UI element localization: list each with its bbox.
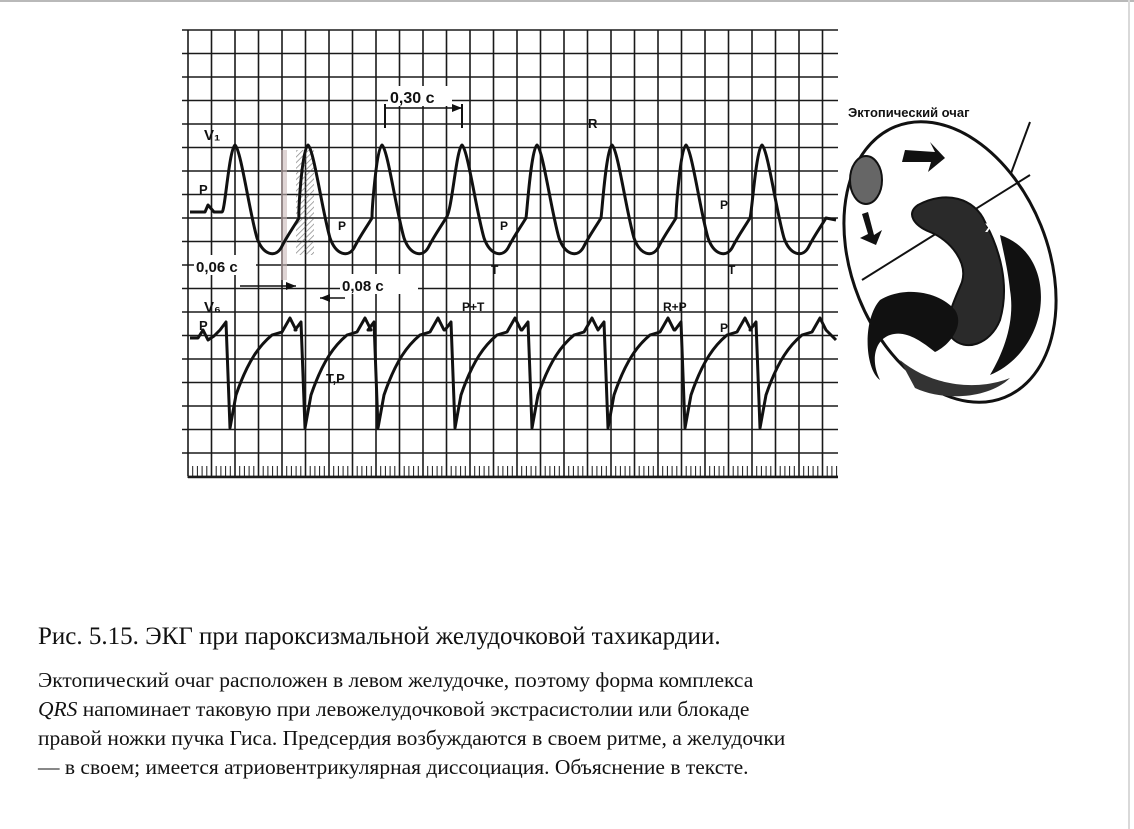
figure-label: Рис. 5.15.	[38, 623, 139, 650]
caption-line-2-text: напоминает таковую при левожелудочковой экстрасистолии или блокаде	[82, 697, 750, 721]
figure-caption-title	[38, 620, 1090, 654]
wave-label-p-3: P	[500, 219, 509, 233]
ecg-trace-v6	[190, 318, 836, 428]
heart-diagram	[804, 90, 1095, 434]
wave-label-p: P	[199, 182, 208, 197]
interval-label-030: 0,30 c	[390, 90, 435, 107]
interval-label-006: 0,06 c	[196, 259, 238, 276]
p-highlight	[281, 150, 287, 280]
interval-marker-006	[194, 255, 296, 290]
wave-label-t: T	[491, 263, 499, 277]
wave-label-p-5: P	[720, 321, 729, 335]
wave-label-rp: R+P	[663, 300, 687, 314]
wave-label-r: R	[588, 116, 598, 131]
lead-label-v6: V₆	[204, 299, 221, 316]
interval-label-008: 0,08 c	[342, 278, 384, 295]
qrs-term: QRS	[38, 697, 78, 721]
ecg-grid	[182, 30, 838, 478]
caption-line-1: Эктопический очаг расположен в левом желудочке, поэтому форма комплекса	[38, 668, 754, 692]
caption-line-4: — в своем; имеется атриовентрикулярная диссоциация. Объяснение в тексте.	[38, 755, 749, 779]
wave-label-tp: T,P	[326, 371, 345, 386]
wave-label-p-2: P	[338, 219, 347, 233]
wave-label-pt: P+T	[462, 300, 485, 314]
caption-line-2	[38, 695, 1090, 724]
figure-title: ЭКГ при пароксизмальной желудочковой тахикардии.	[145, 623, 721, 650]
ectopic-focus-label: Эктопический очаг	[848, 105, 970, 120]
figure-caption-body	[38, 666, 1090, 782]
svg-text:x: x	[985, 219, 994, 236]
wave-label-p-4: P	[720, 198, 729, 212]
caption-line-3: правой ножки пучка Гиса. Предсердия возбуждаются в своем ритме, а желудочки	[38, 726, 786, 750]
wave-label-p-v6: P	[199, 318, 208, 333]
lead-label-v1: V₁	[204, 127, 221, 144]
wave-label-t-2: T	[728, 263, 736, 277]
